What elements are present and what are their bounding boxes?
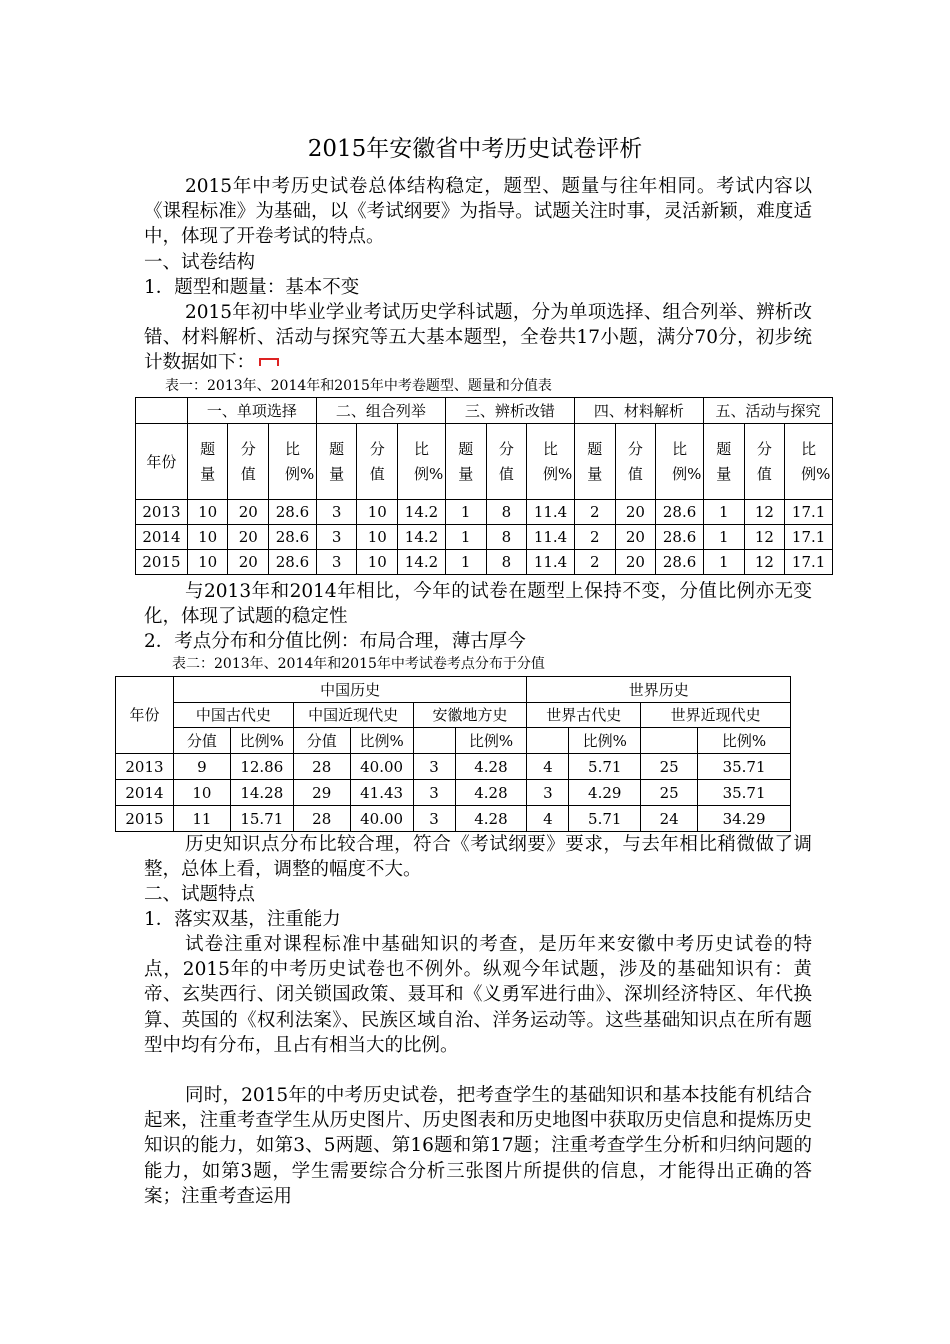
table-header-cell: 比例% — [527, 424, 575, 500]
table-cell: 24 — [641, 806, 698, 832]
table-header-cell: 中国古代史 — [173, 703, 293, 728]
table-cell: 28.6 — [269, 500, 317, 525]
table-header-cell: 分值 — [357, 424, 398, 500]
table-cell: 15.71 — [230, 806, 293, 832]
table-header-cell: 年份 — [116, 677, 174, 754]
table-cell: 1 — [445, 550, 486, 575]
table-header-cell — [527, 728, 569, 754]
table-header-cell: 中国历史 — [173, 677, 526, 703]
table-cell: 20 — [228, 500, 269, 525]
table-row — [136, 500, 833, 525]
table-header-cell: 中国近现代史 — [293, 703, 413, 728]
paragraph-abilities: 同时，2015年的中考历史试卷，把考查学生的基础知识和基本技能有机结合起来，注重考查学生从历史图片、历史图表和历史地图中获取历史信息和提炼历史知识的能力，如第3、5两题、第16题和第17题；注重考查学生分析和归纳问题的能力，如第3题，学生需要综合分析三张图片所提供的信息，才能得出正确的答案；注重考查运用 — [144, 1085, 812, 1207]
table-cell: 10 — [357, 550, 398, 575]
table-header-cell: 五、活动与探究 — [703, 398, 832, 424]
table-cell: 1 — [445, 525, 486, 550]
table-cell: 28.6 — [269, 525, 317, 550]
table-cell: 10 — [357, 500, 398, 525]
table-cell: 20 — [615, 550, 656, 575]
table-header-cell: 分值 — [173, 728, 230, 754]
table-cell: 1 — [703, 500, 744, 525]
table-cell: 28.6 — [656, 525, 704, 550]
table-cell: 28 — [293, 806, 350, 832]
table-cell: 29 — [293, 780, 350, 806]
table-cell: 3 — [413, 780, 455, 806]
table-header-cell: 二、组合列举 — [316, 398, 445, 424]
paragraph-question-types — [144, 300, 812, 376]
table-cell: 11 — [173, 806, 230, 832]
table-cell: 4.28 — [455, 780, 527, 806]
table-cell: 25 — [641, 780, 698, 806]
table-cell: 25 — [641, 754, 698, 780]
table-header-cell: 分值 — [744, 424, 785, 500]
table-cell: 3 — [316, 500, 357, 525]
table-cell: 2014 — [136, 525, 188, 550]
table-header-cell: 题量 — [316, 424, 357, 500]
table2-caption: 表二：2013年、2014年和2015年中考试卷考点分布于分值 — [172, 656, 545, 672]
table-cell: 11.4 — [527, 525, 575, 550]
table-cell: 14.2 — [398, 500, 446, 525]
table-header-cell: 比例% — [398, 424, 446, 500]
paragraph-basics: 试卷注重对课程标准中基础知识的考查，是历年来安徽中考历史试卷的特点，2015年的中考历史试卷也不例外。纵观今年试题，涉及的基础知识有：黄帝、玄奘西行、闭关锁国政策、聂耳和《义勇军进行曲》、深圳经济特区、年代换算、英国的《权利法案》、民族区域自治、洋务运动等。这些基础知识点在所有题型中均有分布，且占有相当大的比例。 — [144, 934, 812, 1056]
table1-caption: 表一：2013年、2014年和2015年中考卷题型、题量和分值表 — [165, 378, 552, 394]
table-cell: 2 — [574, 525, 615, 550]
table-cell: 10 — [357, 525, 398, 550]
table-cell: 3 — [527, 780, 569, 806]
table-cell: 12.86 — [230, 754, 293, 780]
table-header-cell: 世界近现代史 — [641, 703, 791, 728]
table-cell: 2015 — [116, 806, 174, 832]
table-cell: 3 — [413, 754, 455, 780]
table-cell: 10 — [187, 550, 228, 575]
table-subheader-row — [136, 424, 833, 500]
table-header-cell — [136, 398, 188, 424]
table-cell: 35.71 — [698, 780, 791, 806]
table-cell: 11.4 — [527, 550, 575, 575]
paragraph-text: 2015年初中毕业学业考试历史学科试题，分为单项选择、组合列举、辨析改错、材料解析、活动与探究等五大基本题型，全卷共17小题，满分70分，初步统计数据如下： — [144, 302, 812, 374]
table-cell: 12 — [744, 500, 785, 525]
table-header-cell: 题量 — [187, 424, 228, 500]
table-cell: 20 — [615, 500, 656, 525]
table-header-cell: 比例% — [785, 424, 833, 500]
table-cell: 14.28 — [230, 780, 293, 806]
table-cell: 40.00 — [350, 754, 413, 780]
table-cell: 1 — [445, 500, 486, 525]
paragraph-distribution: 历史知识点分布比较合理，符合《考试纲要》要求，与去年相比稍微做了调整，总体上看，调整的幅度不大。 — [144, 834, 812, 881]
table-header-cell: 比例% — [350, 728, 413, 754]
table-cell: 2013 — [116, 754, 174, 780]
table-cell: 2014 — [116, 780, 174, 806]
table-cell: 41.43 — [350, 780, 413, 806]
table-cell: 34.29 — [698, 806, 791, 832]
table-question-types — [135, 397, 833, 575]
table-header-cell: 比例% — [698, 728, 791, 754]
subheading-1: 1．题型和题量：基本不变 — [144, 277, 360, 298]
paragraph-stability: 与2013年和2014年相比，今年的试卷在题型上保持不变，分值比例亦无变化，体现了试题的稳定性 — [144, 581, 812, 628]
table-header-cell: 分值 — [486, 424, 527, 500]
table-cell: 20 — [615, 525, 656, 550]
table-cell: 40.00 — [350, 806, 413, 832]
table-topic-distribution — [115, 676, 791, 832]
section-heading-2: 二、试题特点 — [144, 884, 256, 905]
table-cell: 2015 — [136, 550, 188, 575]
table-row — [136, 550, 833, 575]
table-cell: 28.6 — [656, 550, 704, 575]
table-cell: 3 — [316, 525, 357, 550]
table-cell: 4.28 — [455, 806, 527, 832]
table-row — [116, 806, 791, 832]
table-header-cell: 世界历史 — [527, 677, 791, 703]
table-header-cell — [413, 728, 455, 754]
table-cell: 9 — [173, 754, 230, 780]
table-header-cell: 题量 — [703, 424, 744, 500]
table-cell: 35.71 — [698, 754, 791, 780]
table-cell: 14.2 — [398, 525, 446, 550]
table-header-cell: 比例% — [656, 424, 704, 500]
table-row — [116, 754, 791, 780]
table-cell: 8 — [486, 550, 527, 575]
table-cell: 4 — [527, 754, 569, 780]
table-cell: 1 — [703, 525, 744, 550]
table-cell: 10 — [173, 780, 230, 806]
table-cell: 3 — [316, 550, 357, 575]
table-header-cell: 分值 — [228, 424, 269, 500]
table-header-cell: 题量 — [574, 424, 615, 500]
table-header-cell: 四、材料解析 — [574, 398, 703, 424]
table-cell: 20 — [228, 550, 269, 575]
table-header-cell: 分值 — [615, 424, 656, 500]
table-header-cell: 比例% — [269, 424, 317, 500]
subheading-3: 1．落实双基，注重能力 — [144, 909, 341, 930]
table-cell: 20 — [228, 525, 269, 550]
table-header-cell: 安徽地方史 — [413, 703, 527, 728]
table-header-row — [116, 703, 791, 728]
table-cell: 8 — [486, 500, 527, 525]
intro-paragraph: 2015年中考历史试卷总体结构稳定，题型、题量与往年相同。考试内容以《课程标准》为基础，以《考试纲要》为指导。试题关注时事，灵活新颖，难度适中，体现了开卷考试的特点。 — [144, 176, 812, 248]
table-row — [116, 780, 791, 806]
table-header-cell: 世界古代史 — [527, 703, 641, 728]
table-cell: 5.71 — [569, 806, 641, 832]
table-cell: 17.1 — [785, 550, 833, 575]
table-cell: 28.6 — [269, 550, 317, 575]
table-cell: 14.2 — [398, 550, 446, 575]
table-cell: 8 — [486, 525, 527, 550]
table-header-row — [136, 398, 833, 424]
table-cell: 28 — [293, 754, 350, 780]
table-cell: 4.29 — [569, 780, 641, 806]
table-cell: 4.28 — [455, 754, 527, 780]
table-header-cell: 分值 — [293, 728, 350, 754]
table-header-cell: 年份 — [136, 424, 188, 500]
table-cell: 10 — [187, 525, 228, 550]
table-cell: 5.71 — [569, 754, 641, 780]
table-cell: 12 — [744, 550, 785, 575]
subheading-2: 2．考点分布和分值比例：布局合理，薄古厚今 — [144, 631, 526, 652]
table-header-row — [116, 677, 791, 703]
table-cell: 4 — [527, 806, 569, 832]
table-cell: 17.1 — [785, 525, 833, 550]
table-cell: 3 — [413, 806, 455, 832]
table-cell: 10 — [187, 500, 228, 525]
edit-mark-icon — [259, 358, 279, 366]
table-header-row — [116, 728, 791, 754]
document-title: 2015年安徽省中考历史试卷评析 — [307, 136, 643, 162]
table-cell: 12 — [744, 525, 785, 550]
table-header-cell: 比例% — [230, 728, 293, 754]
table-cell: 28.6 — [656, 500, 704, 525]
table-cell: 2013 — [136, 500, 188, 525]
table-header-cell: 题量 — [445, 424, 486, 500]
table-cell: 17.1 — [785, 500, 833, 525]
table-cell: 11.4 — [527, 500, 575, 525]
table-header-cell: 一、单项选择 — [187, 398, 316, 424]
table-header-cell: 三、辨析改错 — [445, 398, 574, 424]
table-cell: 2 — [574, 500, 615, 525]
table-row — [136, 525, 833, 550]
section-heading-1: 一、试卷结构 — [144, 252, 256, 273]
table-header-cell: 比例% — [569, 728, 641, 754]
table-header-cell: 比例% — [455, 728, 527, 754]
table-cell: 2 — [574, 550, 615, 575]
table-cell: 1 — [703, 550, 744, 575]
table-header-cell — [641, 728, 698, 754]
